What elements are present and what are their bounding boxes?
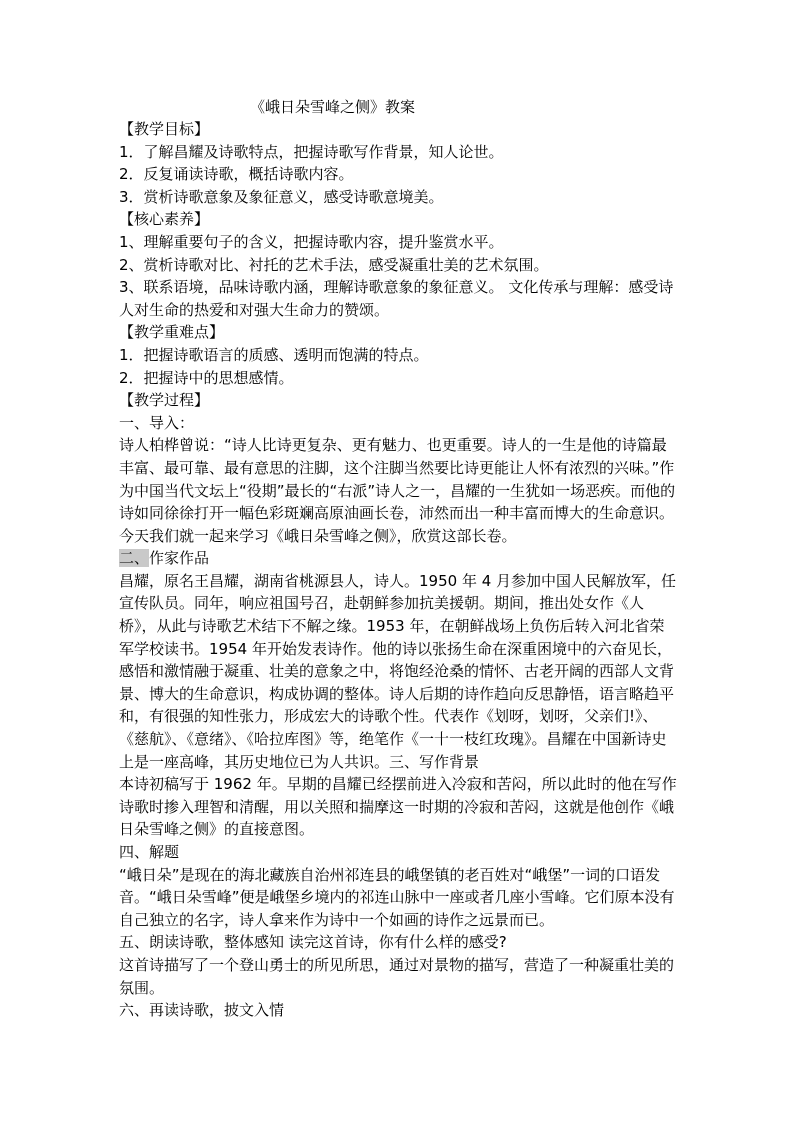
step-heading-author-label: 作家作品 (149, 549, 210, 568)
author-paragraph: 昌耀，原名王昌耀，湖南省桃源县人，诗人。1950 年 4 月参加中国人民解放军，任宣传队员。同年，响应祖国号召，赴朝鲜参加抗美援朝。期间，推出处女作《人桥》，从此与诗歌艺术结下不解之缘。1953 年，在朝鲜战场上负伤后转入河北省荣军学校读书。1954 年开始发表诗作。他的诗以张扬生命在深重困境中的六奋见长，感悟和激情融于凝重、壮美的意象之中，将饱经沧桑的情怀、古老开阔的西部人文背景、博大的生命意识，构成协调的整体。诗人后期的诗作趋向反思静悟，语言略趋平和，有很强的知性张力，形成宏大的诗歌个性。代表作《划呀，划呀，父亲们!》、《慈航》、《意绪》、《哈拉库图》等，绝笔作《一十一枝红玫瑰》。昌耀在中国新诗史上是一座高峰，其历史地位已为人共识。三、写作背景 (119, 571, 677, 771)
first-reading-paragraph: 这首诗描写了一个登山勇士的所见所思，通过对景物的描写，营造了一种凝重壮美的氛围。 (119, 955, 675, 997)
background-paragraph: 本诗初稿写于 1962 年。早期的昌耀已经摆前进入冷寂和苦闷，所以此时的他在写作诗歌时掺入理智和清醒，用以关照和揣摩这一时期的冷寂和苦闷，这就是他创作《峨日朵雪峰之侧》的直接意图。 (119, 775, 677, 839)
step-heading-title-explanation: 四、解题 (119, 843, 180, 861)
objective-item: 2．反复诵读诗歌，概括诗歌内容。 (119, 165, 354, 184)
document-title: 《峨日朵雪峰之侧》教案 (250, 98, 416, 116)
lesson-plan-page (119, 96, 679, 1022)
step-heading-first-reading: 五、朗读诗歌，整体感知 读完这首诗，你有什么样的感受? (119, 933, 507, 952)
key-difficulty-item: 2．把握诗中的思想感情。 (119, 368, 294, 387)
step-heading-author (119, 547, 679, 570)
core-literacy-item: 1、理解重要句子的含义，把握诗歌内容，提升鉴赏水平。 (119, 232, 504, 251)
key-difficulty-item: 1．把握诗歌语言的质感、透明而饱满的特点。 (119, 345, 429, 364)
objective-item: 3．赏析诗歌意象及象征意义，感受诗歌意境美。 (119, 187, 444, 206)
step-heading-second-reading: 六、再读诗歌，披文入情 (119, 1001, 285, 1020)
step-heading-introduction: 一、导入： (119, 413, 195, 432)
section-heading-key-difficulties: 【教学重难点】 (119, 323, 225, 342)
objective-item: 1．了解昌耀及诗歌特点，把握诗歌写作背景，知人论世。 (119, 142, 504, 161)
title-explanation-paragraph: “峨日朵”是现在的海北藏族自治州祁连县的峨堡镇的老百姓对“峨堡”一词的口语发音。“峨日朵雪峰”便是峨堡乡境内的祁连山脉中一座或者几座小雪峰。它们原本没有自己独立的名字，诗人拿来作为诗中一个如画的诗作之远景而已。 (119, 865, 675, 929)
section-heading-teaching-process: 【教学过程】 (119, 391, 210, 410)
section-heading-core-literacy: 【核心素养】 (119, 210, 210, 229)
core-literacy-item: 2、赏析诗歌对比、衬托的艺术手法，感受凝重壮美的艺术氛围。 (119, 255, 549, 274)
introduction-paragraph: 诗人柏桦曾说：“诗人比诗更复杂、更有魅力、也更重要。诗人的一生是他的诗篇最丰富、最可靠、最有意思的注脚，这个注脚当然要比诗更能让人怀有浓烈的兴味。”作为中国当代文坛上“役期”最长的“右派”诗人之一，昌耀的一生犹如一场恶疾。而他的诗如同徐徐打开一幅色彩斑斓高原油画长卷，沛然而出一种丰富而博大的生命意识。今天我们就一起来学习《峨日朵雪峰之侧》，欣赏这部长卷。 (119, 436, 676, 545)
highlighted-number: 二、 (119, 549, 150, 568)
section-heading-objectives: 【教学目标】 (119, 120, 210, 138)
core-literacy-item: 3、联系语境，品味诗歌内涵，理解诗歌意象的象征意义。 文化传承与理解：感受诗人对生命的热爱和对强大生命力的赞颂。 (119, 278, 674, 319)
